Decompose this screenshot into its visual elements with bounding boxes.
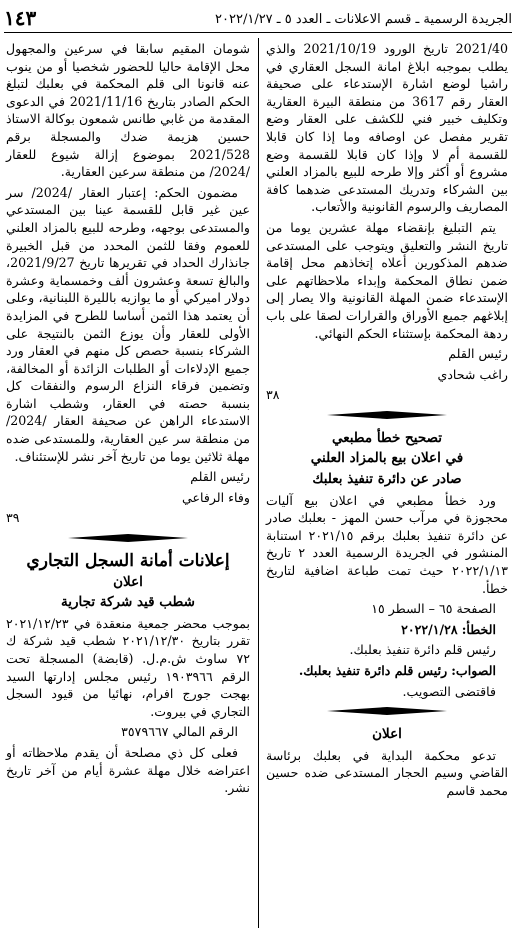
page-number: ١٤٣: [4, 6, 37, 30]
correction-right-line: [266, 662, 508, 680]
ad-paragraph-1: بموجب محضر جمعية منعقدة في ٢٠٢١/١٢/٢٣ تقرر بتاريخ ٢٠٢١/١٢/٣٠ شطب قيد شركة ك ٧٢ ساوث ش.م.ل. (قابضة) المسجلة تحت الرقم ١٩٠٣٩٦٦ رئيس مجلس إدارتها السيد بهجت جورج افرام، نهائيا من قيود السجل التجاري في بيروت.: [6, 615, 250, 719]
correction-title: تصحيح خطأ مطبعي: [331, 429, 443, 446]
left-column: [6, 40, 250, 928]
correction-wrong-line: [266, 621, 508, 639]
notice-title: اعلان: [372, 726, 402, 743]
correction-end: فاقتضى التصويب.: [402, 683, 496, 699]
right-value: رئيس قلم دائرة تنفيذ بعلبك.: [298, 663, 448, 678]
correction-subtitle-1: في اعلان بيع بالمزاد العلني: [310, 450, 464, 467]
signature-title-1: رئيس القلم: [448, 346, 508, 362]
lawsuit-paragraph-2: يتم التبليغ بإنقضاء مهلة عشرين يوما من تاريخ النشر والتعليق ويتوجب على المستدعى ضدهم المذكورين أعلاه إتخاذهم محل إقامة ضمن نطاق المحكمة وإبداء ملاحظاتهم على الإستدعاء ضمن المهلة القانونية والا يصار إلى إبلاغهم جميع الأوراق والقرارات لصقا على باب ردهة المحكمة بإستثناء الحكم النهائي.: [266, 219, 508, 341]
ruling-paragraph: مضمون الحكم: إعتبار العقار /2024/ سر عين غير قابل للقسمة عينا بين المستدعي والمستدعى بوجهه، وطرحه للبيع بالمزاد العلني للعموم وفقا للثمن المحدد من قبل الخبيرة جانذارك الحداد في تقريرها تاريخ 2021/9/27، والبالغ تسعة وعشرون ألف وخمسماية وعشرة دولار اميركي أو ما يوازيه بالليرة اللبنانية، وعلى أن يعتمد هذا الثمن أساسا للطرح في المزايدة الأولى للعقار وأن يوزع الثمن بالنتيجة على الشركاء بنسبة حصص كل منهم في العقار ورد جميع الإدلاءات أو الطلبات الزائدة أو المخالفة، وتضمين فرقاء النزاع الرسوم والنفقات كل بنسبة حصته في العقار، وشطب اشارة الاستدعاء الراهن عن صحيفة العقار /2024/ من منطقة سر عين العقارية، وللمستدعى ضده مهلة ثلاثين يوما من تاريخ آخر نشر للإستئناف.: [6, 184, 250, 464]
correction-page-line: الصفحة ٦٥ – السطر ١٥: [371, 601, 496, 617]
ad-paragraph-2: فعلى كل ذي مصلحة أن يقدم ملاحظاته أو اعتراضه خلال مهلة عشرة أيام من آخر تاريخ نشر.: [6, 744, 250, 796]
diamond-rule-icon: [266, 410, 508, 420]
section-title: إعلانات أمانة السجل التجاري: [26, 551, 230, 572]
diamond-rule-icon: [6, 533, 250, 543]
header-title: الجريدة الرسمية ـ قسم الاعلانات ـ العدد ٥ ـ ٢٠٢٢/١/٢٧: [215, 12, 512, 27]
lawsuit-paragraph-1: 2021/40 تاريخ الورود 2021/10/19 والذي يطلب بموجبه ابلاغ امانة السجل العقاري في راشيا لوضع اشارة الإستدعاء على صحيفة العقار رقم 3617 من منطقة البيرة العقارية وتكليف خبير فني للكشف على العقار وضع تقرير مفصل عن اوصافه وما إذا كان قابلا للقسمة أم لا وإذا كان قابلا للقسمة وضع مشروع أو أكثر وإلا طرحه للبيع بالمزاد العلني بين الشركاء وتدريك المستدعى ضدهما كافة المصاريف والرسوم القانونية والأتعاب.: [266, 41, 508, 215]
summons-paragraph: شومان المقيم سابقا في سرعين والمجهول محل الإقامة حاليا للحضور شخصيا أو من ينوب عنه قانونا الى قلم المحكمة في بعلبك لتبلغ الحكم الصادر بتاريخ 2021/11/16 في الدعوى المقدمة من غابي طانس شمعون بوكالة الاستاذ حسين هزيمة ضدك والمسجلة برقم 2021/528 بموضوع إزالة شيوع للعقار /2024/ من منطقة سرعين العقارية.: [6, 41, 250, 180]
page-header: [4, 6, 512, 33]
notice-paragraph: تدعو محكمة البداية في بعلبك برئاسة القاضي وسيم الحجار المستدعى ضده حسين محمد قاسم: [266, 747, 508, 798]
column-divider: [258, 38, 259, 928]
right-label: الصواب:: [451, 663, 496, 678]
wrong-label: الخطأ:: [461, 621, 496, 637]
ad-title: اعلان: [113, 573, 143, 590]
correction-wrong-line-2: رئيس قلم دائرة تنفيذ بعلبك.: [349, 642, 496, 658]
correction-subtitle-2: صادر عن دائرة تنفيذ بعلبك: [312, 471, 462, 488]
ad-subtitle: شطب قيد شركة تجارية: [61, 594, 195, 611]
diamond-rule-icon: [266, 706, 508, 716]
ad-financial-number: الرقم المالي ٣٥٧٩٦٦٧: [121, 724, 238, 740]
wrong-value: ٢٠٢٢/١/٢٨: [401, 621, 458, 637]
notice-number-39: ٣٩: [6, 510, 20, 526]
correction-paragraph: ورد خطأ مطبعي في اعلان بيع آليات محجوزة في مرآب حسن المهز - بعلبك صادر عن دائرة تنفيذ بعلبك برقم ٢٠٢١/١٥ استنابة المنشور في الجريدة الرسمية العدد ٢ تاريخ ٢٠٢٢/١/١٣ حيث تمت طباعة اضافية لتاريخ خطأ.: [266, 492, 508, 596]
signature-title-2: رئيس القلم: [190, 469, 250, 485]
notice-number-38: ٣٨: [266, 387, 280, 403]
signature-name-1: راغب شحادي: [437, 366, 508, 382]
right-column: [266, 40, 508, 928]
signature-name-2: وفاء الرفاعي: [181, 489, 250, 505]
